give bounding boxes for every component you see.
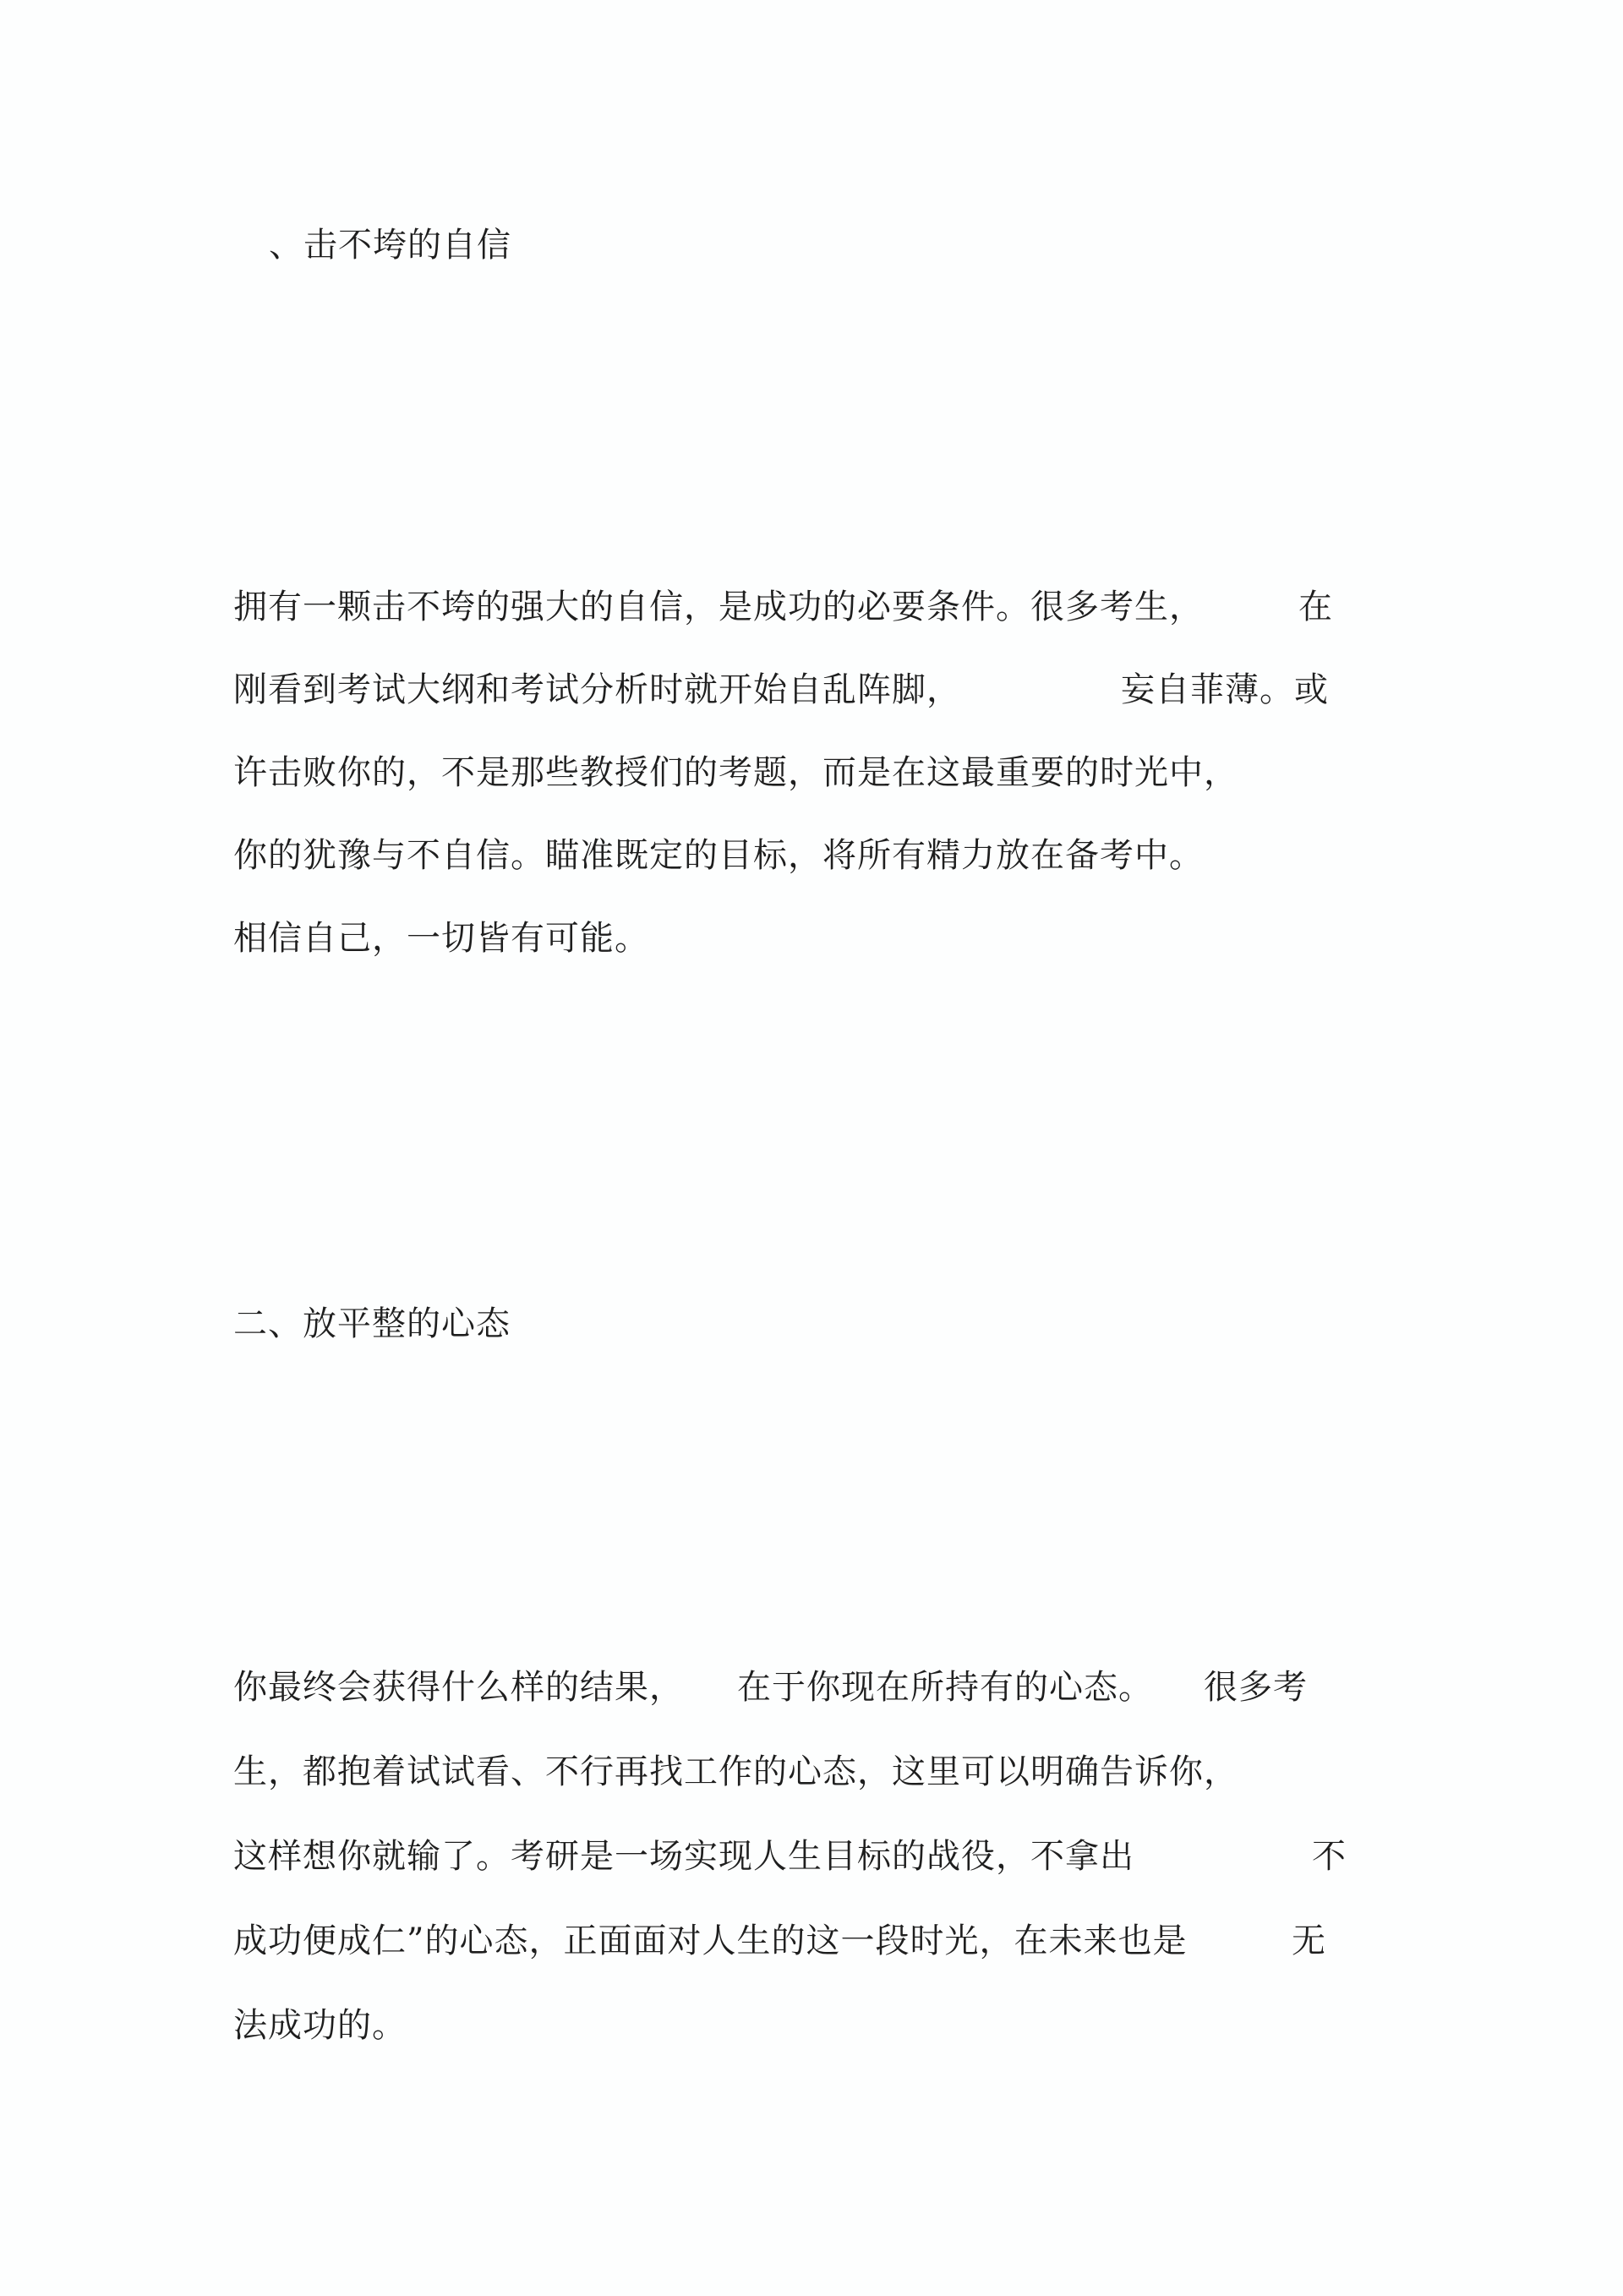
line-text-end: 无: [1292, 1922, 1326, 1960]
line-text: 相信自己，一切皆有可能。: [233, 919, 649, 958]
section-1-heading: 、击不垮的自信: [269, 226, 511, 265]
line-text-end: 在: [1298, 588, 1333, 626]
line-text-end: 妄自菲薄。或: [1121, 670, 1329, 709]
section-2-heading: 二、放平整的心态: [233, 1304, 511, 1343]
line-text: 你最终会获得什么样的结果，: [233, 1668, 684, 1707]
line-text: 刚看到考试大纲和考试分析时就开始自乱阵脚，: [233, 670, 961, 709]
line-text: 拥有一颗击不垮的强大的自信，是成功的必要条件。很多考生，: [233, 588, 1204, 626]
line-text: 法成功的。: [233, 2006, 407, 2045]
line-text: 许击败你的，不是那些教授们的考题，而是在这最重要的时光中，: [233, 753, 1238, 792]
line-text: 你的犹豫与不自信。瞄准既定的目标，将所有精力放在备考中。: [233, 836, 1204, 875]
line-text: 这样想你就输了。考研是一场实现人生目标的战役，不拿出: [233, 1837, 1134, 1876]
line-text-mid: 在于你现在所持有的心态。: [737, 1668, 1153, 1707]
line-text: 生，都抱着试试看、不行再找工作的心态，这里可以明确告诉你，: [233, 1752, 1238, 1791]
line-text: 成功便成仁”的心态，正面面对人生的这一段时光，在未来也是: [233, 1922, 1188, 1960]
line-text-end: 很多考: [1204, 1668, 1308, 1707]
line-text-end: 不: [1312, 1837, 1347, 1876]
